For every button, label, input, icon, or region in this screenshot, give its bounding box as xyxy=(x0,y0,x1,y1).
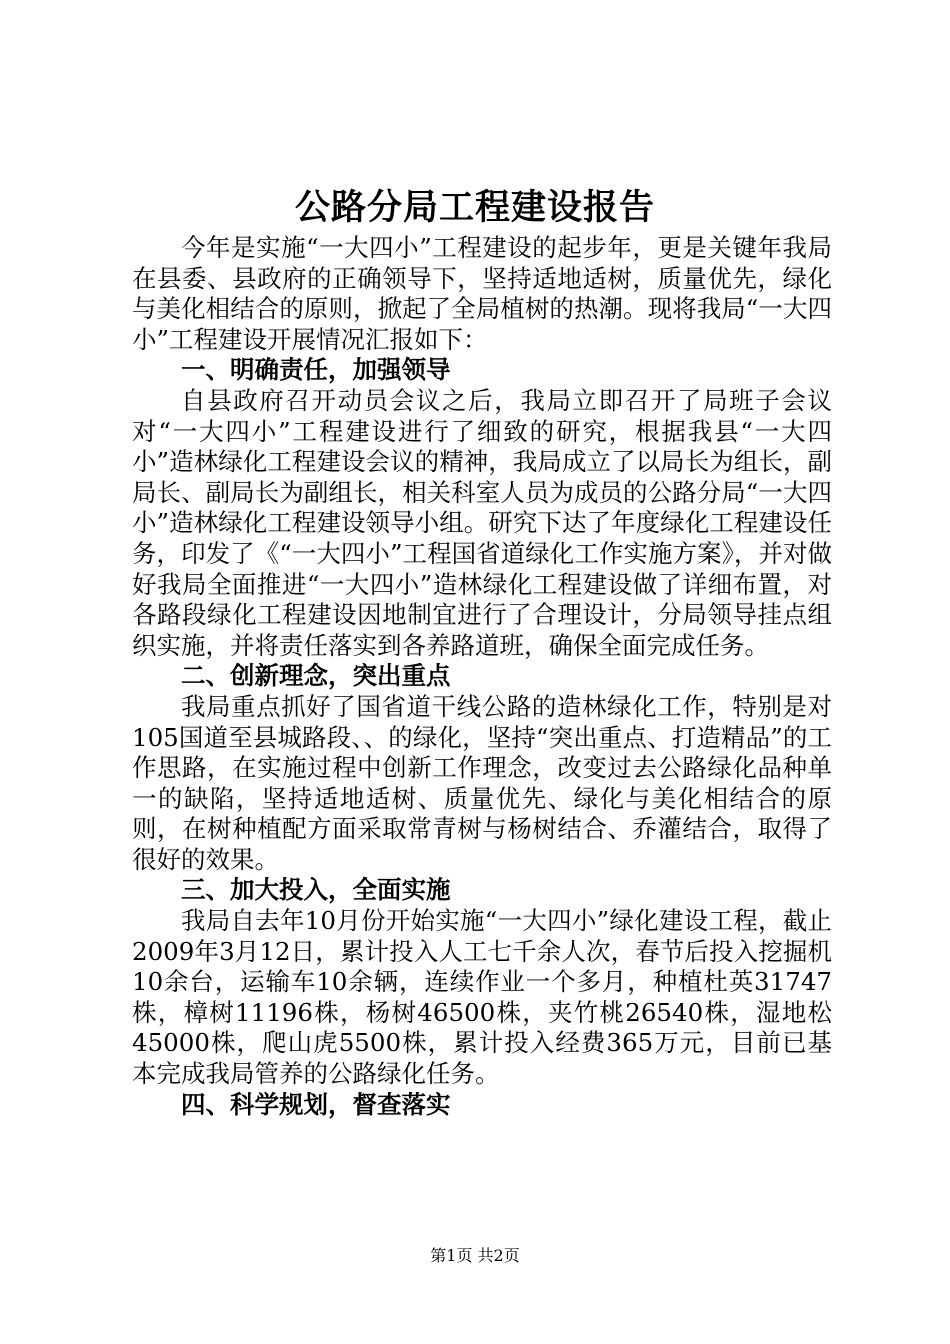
document-body xyxy=(132,233,832,1120)
section-body-3: 我局自去年10月份开始实施“一大四小”绿化建设工程，截止2009年3月12日，累计投入人工七千余人次，春节后投入挖掘机10余台，运输车10余辆，连续作业一个多月，种植杜英31747株，樟树11196株，杨树46500株，夹竹桃26540株，湿地松45000株，爬山虎5500株，累计投入经费365万元，目前已基本完成我局管养的公路绿化任务。 xyxy=(132,906,832,1089)
page-footer: 第1页 共2页 xyxy=(430,1246,520,1265)
intro-paragraph: 今年是实施“一大四小”工程建设的起步年，更是关键年我局在县委、县政府的正确领导下，坚持适地适树，质量优先，绿化与美化相结合的原则，掀起了全局植树的热潮。现将我局“一大四小”工程建设开展情况汇报如下： xyxy=(132,233,832,354)
section-body-2: 我局重点抓好了国省道干线公路的造林绿化工作，特别是对105国道至县城路段、、的绿化，坚持“突出重点、打造精品”的工作思路，在实施过程中创新工作理念，改变过去公路绿化品种单一的缺陷，坚持适地适树、质量优先、绿化与美化相结合的原则，在树种植配方面采取常青树与杨树结合、乔灌结合，取得了很好的效果。 xyxy=(132,691,832,874)
section-heading-3: 三、加大投入，全面实施 xyxy=(181,875,451,905)
section-heading-1: 一、明确责任，加强领导 xyxy=(181,355,451,385)
page-title: 公路分局工程建设报告 xyxy=(294,187,655,228)
section-body-1: 自县政府召开动员会议之后，我局立即召开了局班子会议对“一大四小”工程建设进行了细致的研究，根据我县“一大四小”造林绿化工程建设会议的精神，我局成立了以局长为组长，副局长、副局长为副组长，相关科室人员为成员的公路分局“一大四小”造林绿化工程建设领导小组。研究下达了年度绿化工程建设任务，印发了《“一大四小”工程国省道绿化工作实施方案》，并对做好我局全面推进“一大四小”造林绿化工程建设做了详细布置，对各路段绿化工程建设因地制宜进行了合理设计，分局领导挂点组织实施，并将责任落实到各养路道班，确保全面完成任务。 xyxy=(132,385,832,660)
section-heading-4: 四、科学规划，督查落实 xyxy=(181,1089,451,1119)
section-heading-2: 二、创新理念，突出重点 xyxy=(181,661,451,691)
